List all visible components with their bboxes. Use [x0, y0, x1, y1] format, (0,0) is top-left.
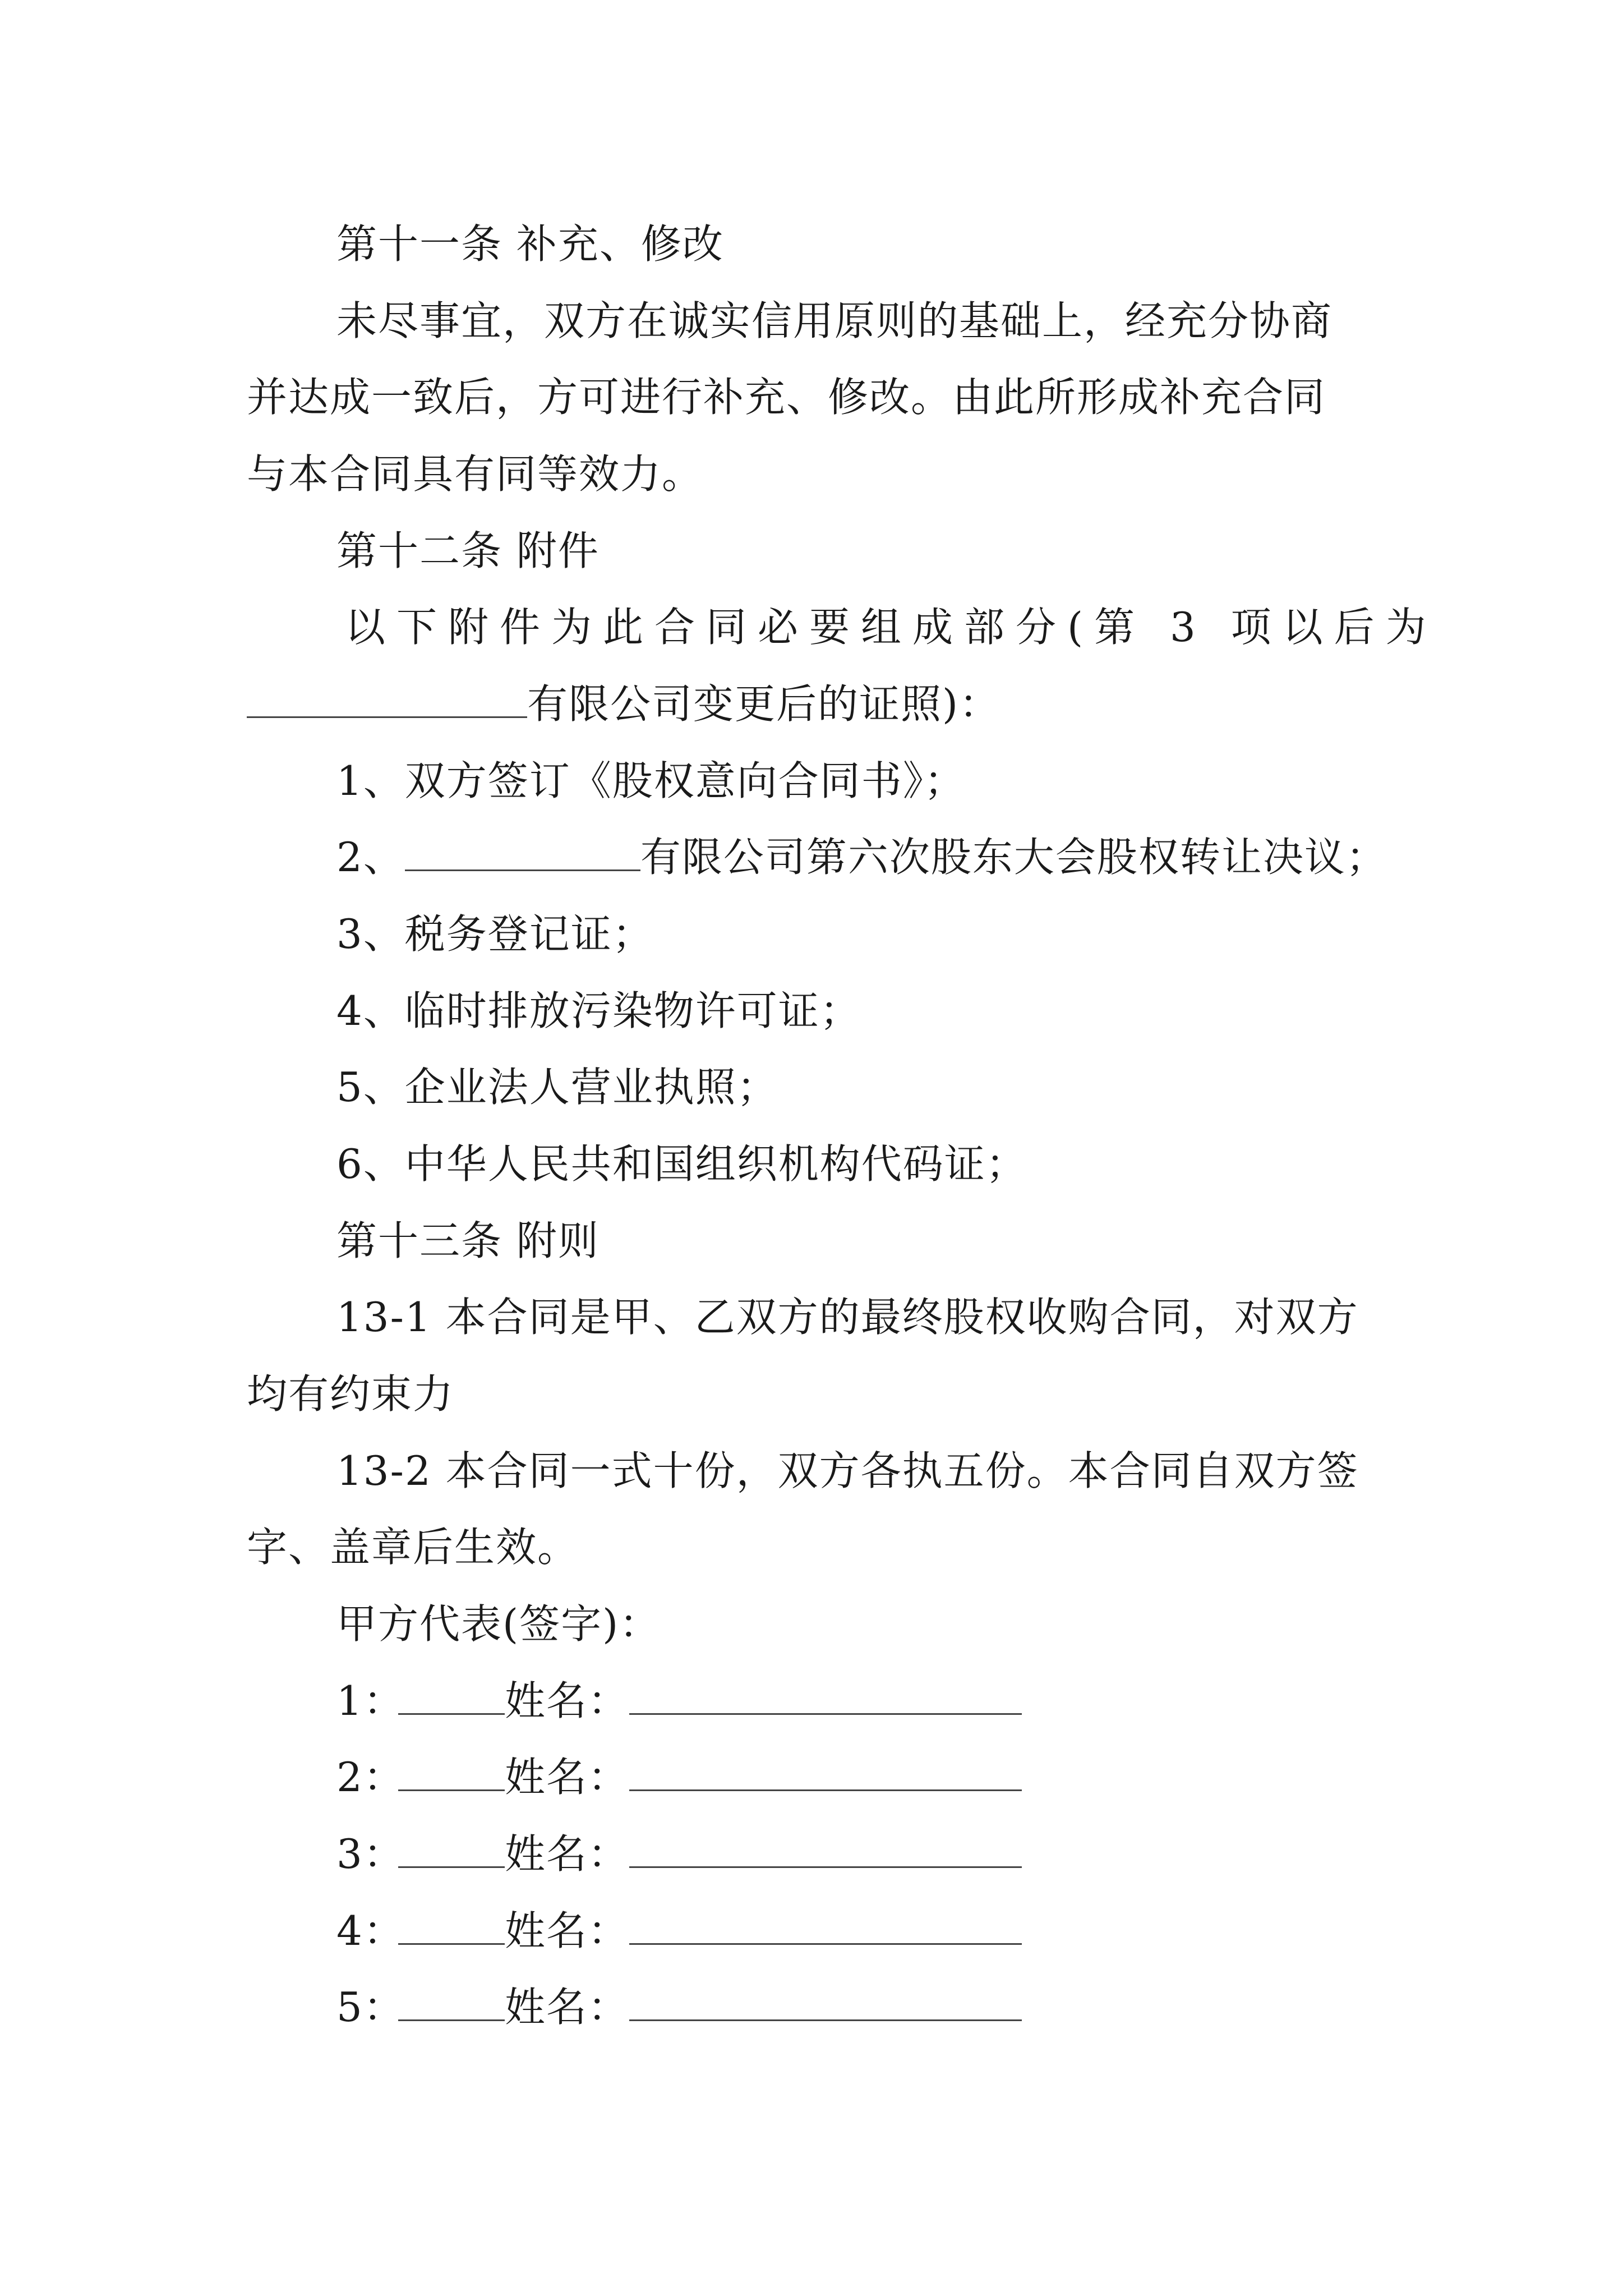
article-11-heading: 第十一条 补充、修改: [336, 220, 724, 268]
article-13-p2-line-1: 13-2 本合同一式十份，双方各执五份。本合同自双方签: [336, 1447, 1359, 1494]
attachment-item-3: 3、税务登记证；: [336, 910, 654, 958]
article-12-heading: 第十二条 附件: [336, 527, 600, 574]
name-field[interactable]: [629, 1750, 1022, 1791]
signature-name-label: 姓名：: [505, 1754, 630, 1801]
company-name-blank[interactable]: [247, 677, 527, 718]
signature-row-number: 5：: [336, 1984, 405, 2031]
article-11-body-line-2: 并达成一致后，方可进行补充、修改。由此所形成补充合同: [247, 374, 1326, 421]
article-11-body-line-3: 与本合同具有同等效力。: [247, 450, 704, 498]
article-12-intro-suffix: 有限公司变更后的证照)：: [527, 680, 1001, 728]
name-field[interactable]: [629, 1674, 1022, 1715]
signature-field[interactable]: [398, 1980, 505, 2021]
attachment-item-6: 6、中华人民共和国组织机构代码证；: [336, 1140, 1027, 1188]
signature-row: [336, 1673, 1022, 1729]
article-12-intro-line-1: 以下附件为此合同必要组成部分(第 3 项以后为: [345, 604, 1437, 651]
company-name-blank-2[interactable]: [405, 830, 640, 871]
signature-row: [336, 1903, 1022, 1959]
attachment-item-2: [336, 829, 1387, 885]
signature-field[interactable]: [398, 1674, 505, 1715]
signature-title: 甲方代表(签字)：: [336, 1600, 661, 1648]
name-field[interactable]: [629, 1980, 1022, 2021]
attachment-item-5: 5、企业法人营业执照；: [336, 1064, 778, 1111]
signature-row: [336, 1749, 1022, 1805]
signature-row-number: 3：: [336, 1830, 405, 1878]
signature-row: [336, 1826, 1022, 1882]
attachment-item-2-suffix: 有限公司第六次股东大会股权转让决议；: [640, 834, 1387, 881]
attachment-item-4: 4、临时排放污染物许可证；: [336, 987, 861, 1034]
signature-field[interactable]: [398, 1827, 505, 1868]
article-13-p2-line-2: 字、盖章后生效。: [247, 1524, 579, 1571]
attachment-item-1: 1、双方签订《股权意向合同书》；: [336, 757, 966, 804]
signature-row-number: 1：: [336, 1677, 405, 1724]
signature-name-label: 姓名：: [505, 1984, 630, 2031]
signature-field[interactable]: [398, 1750, 505, 1791]
signature-name-label: 姓名：: [505, 1907, 630, 1954]
signature-row-number: 2：: [336, 1754, 405, 1801]
signature-name-label: 姓名：: [505, 1677, 630, 1724]
attachment-item-2-prefix: 2、: [336, 834, 405, 881]
article-13-p1-line-2: 均有约束力: [247, 1370, 455, 1418]
signature-row: [336, 1979, 1022, 2035]
article-12-intro-line-2: [247, 676, 1000, 732]
article-11-body-line-1: 未尽事宜，双方在诚实信用原则的基础上，经充分协商: [336, 297, 1333, 344]
name-field[interactable]: [629, 1904, 1022, 1945]
signature-row-number: 4：: [336, 1907, 405, 1954]
name-field[interactable]: [629, 1827, 1022, 1868]
signature-field[interactable]: [398, 1904, 505, 1945]
signature-name-label: 姓名：: [505, 1830, 630, 1878]
article-13-p1-line-1: 13-1 本合同是甲、乙双方的最终股权收购合同，对双方: [336, 1294, 1359, 1341]
article-13-heading: 第十三条 附则: [336, 1217, 600, 1264]
